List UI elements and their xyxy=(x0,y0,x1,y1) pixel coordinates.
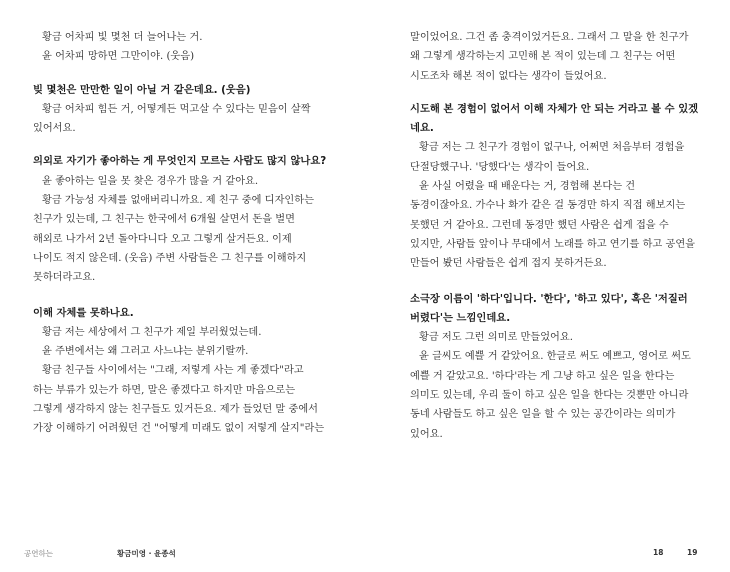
text-line: 시도조차 해본 적이 없다는 생각이 들었어요. xyxy=(410,70,607,82)
text-line: 윤 좋아하는 일을 못 찾은 경우가 많을 거 같아요. xyxy=(42,175,259,187)
interview-question: 버렸다'는 느낌인데요. xyxy=(410,311,511,324)
text-line: 해외로 나가서 2년 돌아다니다 오고 그렇게 살거든요. 이제 xyxy=(33,233,292,245)
text-line: 있어서요. xyxy=(33,123,76,135)
text-line: 그렇게 생각하지 않는 친구들도 있거든요. 제가 들었던 말 중에서 xyxy=(33,404,319,416)
text-line: 못하더라고요. xyxy=(33,272,96,284)
running-footer-label: 공연하는 xyxy=(24,549,53,558)
interview-question: 이해 자체를 못하나요. xyxy=(33,306,134,319)
text-line: 하는 부류가 있는가 하면, 말은 좋겠다고 하지만 마음으로는 xyxy=(33,384,296,396)
right-page xyxy=(365,0,730,572)
interview-question: 소극장 이름이 '하다'입니다. '한다', '하고 있다', 혹은 '저질러 xyxy=(410,292,688,305)
interview-question: 빚 몇천은 만만한 일이 아닐 거 같은데요. (웃음) xyxy=(33,83,251,96)
text-line: 황금 저는 그 친구가 경험이 없구나, 어쩌면 처음부터 경험을 xyxy=(419,142,685,154)
text-line: 만들어 봤던 사람들은 쉽게 접지 못하거든요. xyxy=(410,258,607,270)
text-line: 말이었어요. 그건 좀 충격이었거든요. 그래서 그 말을 한 친구가 xyxy=(410,32,689,43)
running-footer-title: 황금미영 · 윤종석 xyxy=(117,549,176,558)
text-line: 윤 주변에서는 왜 그러고 사느냐는 분위기랄까. xyxy=(42,346,249,358)
text-line: 황금 어차피 힘든 거, 어떻게든 먹고살 수 있다는 믿음이 살짝 xyxy=(42,103,311,115)
text-line: 동네 사람들도 하고 싶은 일을 할 수 있는 공간이라는 의미가 xyxy=(410,409,676,421)
text-line: 친구가 있는데, 그 친구는 한국에서 6개월 살면서 돈을 벌면 xyxy=(33,214,295,226)
text-line: 윤 사실 어렸을 때 배운다는 거, 경험해 본다는 건 xyxy=(419,181,636,193)
interview-question: 의외로 자기가 좋아하는 게 무엇인지 모르는 사람도 많지 않나요? xyxy=(33,155,327,168)
text-line: 있어요. xyxy=(410,428,443,440)
text-line: 단절당했구나. '당했다'는 생각이 들어요. xyxy=(410,161,590,173)
text-line: 못했던 거 같아요. 그런데 동경만 했던 사람은 쉽게 접을 수 xyxy=(410,219,669,231)
left-column xyxy=(33,28,333,439)
text-line: 윤 글씨도 예쁠 거 같았어요. 한글로 써도 예쁘고, 영어로 써도 xyxy=(419,351,691,363)
text-line: 윤 어차피 망하면 그만이야. (웃음) xyxy=(42,51,195,63)
interview-question: 시도해 본 경험이 없어서 이해 자체가 안 되는 거라고 볼 수 있겠네요. xyxy=(410,102,699,135)
text-line: 왜 그렇게 생각하는지 고민해 본 적이 있는데 그 친구는 어떤 xyxy=(410,51,676,63)
text-line: 예쁠 거 같았고요. '하다'라는 게 그냥 하고 싶은 일을 한다는 xyxy=(410,370,675,382)
text-line: 의미도 있는데, 우리 둘이 하고 싶은 일을 한다는 것뿐만 아니라 xyxy=(410,390,689,402)
text-line: 가장 이해하기 어려웠던 건 "어떻게 미래도 없이 저렇게 살지"라는 xyxy=(33,423,325,435)
right-column xyxy=(410,28,700,444)
text-line: 있지만, 사람들 앞이나 무대에서 노래를 하고 연기를 하고 공연을 xyxy=(410,238,696,250)
text-line: 황금 친구들 사이에서는 "그래, 저렇게 사는 게 좋겠다"라고 xyxy=(42,365,304,377)
page-number-left: 18 xyxy=(653,548,664,557)
text-line: 황금 어차피 빛 몇천 더 늘어나는 거. xyxy=(42,32,203,43)
text-line: 황금 저도 그런 의미로 만들었어요. xyxy=(419,332,573,344)
text-line: 동경이잖아요. 가수나 화가 같은 걸 동경만 하지 직접 해보지는 xyxy=(410,200,686,212)
text-line: 황금 저는 세상에서 그 친구가 제일 부러웠었는데. xyxy=(42,326,262,338)
page-number-right: 19 xyxy=(687,548,698,557)
text-line: 황금 가능성 자체를 없애버리니까요. 제 친구 중에 디자인하는 xyxy=(42,195,314,207)
text-line: 나이도 적지 않은데. (웃음) 주변 사람들은 그 친구를 이해하지 xyxy=(33,252,307,264)
